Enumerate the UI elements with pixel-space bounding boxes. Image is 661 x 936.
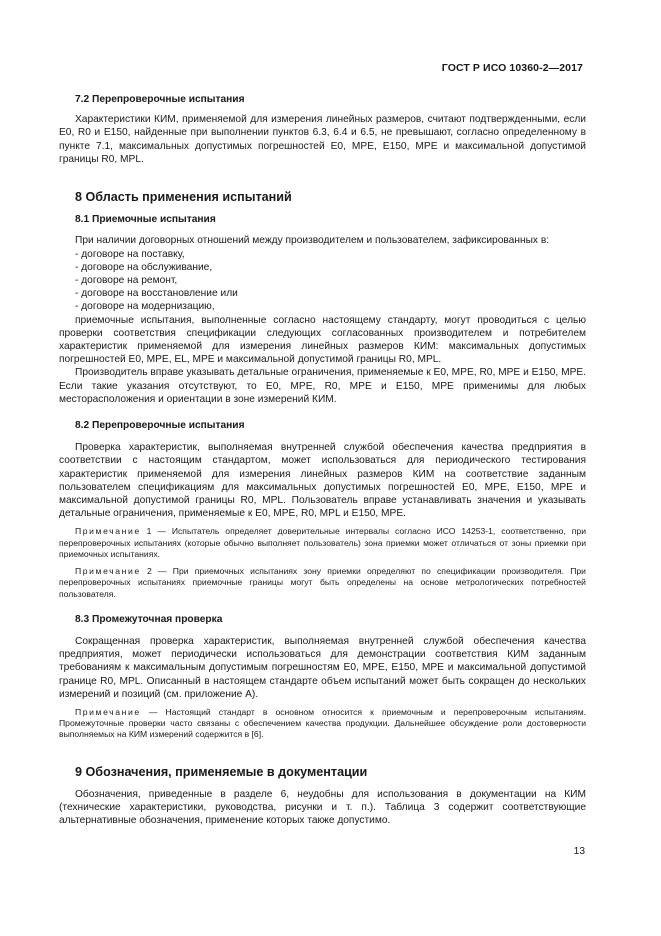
- page-content: [59, 93, 586, 827]
- note-text: — Настоящий стандарт в основном относится к приемочным и перепроверочным испытаниям. Промежуточные проверки часто связаны с обеспечением качества продукции. Дальнейшее обсуждение роли достоверности выполняемых на КИМ измерений содержится в [6].: [59, 706, 586, 740]
- note-2: [59, 566, 586, 600]
- section-8-1-intro: При наличии договорных отношений между производителем и пользователем, зафиксированных в:: [75, 235, 550, 247]
- note-text: 1 — Испытатель определяет доверительные интервалы согласно ИСО 14253-1, соответственно, при перепроверочных испытаниях (которые обычно выполняет пользователь) зона приемки может отличаться от зоны приемки при приемочных испытаниях.: [59, 526, 586, 559]
- section-9-title: 9 Обозначения, применяемые в документации: [75, 764, 368, 779]
- section-8-1-paragraph-3: Производитель вправе указывать детальные ограничения, применяемые к E0, MPE, R0, MPE и E150, MPE. Если такие указания отсутствуют, то E0, MPE, R0, MPE и E150, MPE применимы для любых месторасположения и ориентации в зоне измерений КИМ.: [59, 367, 586, 405]
- section-8-1-title: 8.1 Приемочные испытания: [75, 214, 216, 226]
- section-8-1-paragraph-2: приемочные испытания, выполненные согласно настоящему стандарту, могут проводиться с целью проверки соответствия спецификации следующих согласованных производителем и потребителем характеристик применяемой для измерения линейных размеров КИМ: максимальных допустимых погрешностей E0, MPE, EL, MPE и максимальной допустимой границы R0, MPL.: [59, 314, 586, 366]
- note-label: Примечание: [75, 526, 141, 537]
- list-item: - договоре на обслуживание,: [75, 261, 213, 273]
- section-8-title: 8 Область применения испытаний: [75, 190, 292, 205]
- note-label: Примечание: [75, 566, 141, 577]
- list-item: - договоре на ремонт,: [75, 275, 178, 287]
- section-8-3-paragraph: Сокращенная проверка характеристик, выполняемая внутренней службой обеспечения качества предприятия, может периодически использоваться для демонстрации соответствия КИМ заданным требованиям к максимальным допустимым погрешностям E0, MPE, E150, MPE и максимальной допустимой границе R0, MPL. Описанный в настоящем стандарте объем испытаний может быть сокращен до нескольких измерений и позиций (см. приложение А).: [59, 635, 586, 700]
- section-8-3-title: 8.3 Промежуточная проверка: [75, 613, 223, 625]
- section-8-2-paragraph: Проверка характеристик, выполняемая внутренней службой обеспечения качества предприятия в соответствии с настоящим стандартом, может использоваться для периодического тестирования характеристик применяемой для измерения линейных размеров КИМ на соответствие заданным пользователем спецификациям для максимальных допустимых погрешностей E0, MPE, E150, MPE и максимальной допустимой границы R0, MPL. Пользователь вправе устанавливать значения и указывать детальные ограничения, применяемые к E0, MPE, R0, MPL и E150, MPE.: [59, 442, 586, 520]
- document-header: ГОСТ Р ИСО 10360-2—2017: [441, 62, 583, 74]
- note-1: [59, 526, 586, 560]
- contract-list: [59, 248, 586, 314]
- section-8-2-title: 8.2 Перепроверочные испытания: [75, 420, 245, 432]
- note-3: [59, 707, 586, 741]
- list-item: - договоре на модернизацию,: [75, 301, 215, 313]
- list-item: - договоре на восстановление или: [75, 288, 238, 300]
- list-item: - договоре на поставку,: [75, 248, 185, 260]
- note-label: Примечание: [75, 706, 141, 717]
- section-9-paragraph: Обозначения, приведенные в разделе 6, неудобны для использования в документации на КИМ (технические характеристики, руководства, рисунки и т. п.). Таблица 3 содержит соответствующие альтернативные обозначения, применение которых также допустимо.: [59, 788, 586, 827]
- page-number: 13: [573, 846, 585, 857]
- note-text: 2 — При приемочных испытаниях зону приемки определяют по спецификации производителя. При перепроверочных испытаниях приемочные границы могут быть определены на основе метрологических потребностей пользователя.: [59, 566, 586, 599]
- section-7-2-title: 7.2 Перепроверочные испытания: [75, 94, 245, 105]
- section-7-2-text: Характеристики КИМ, применяемой для измерения линейных размеров, считают подтвержденными, если E0, R0 и E150, найденные при выполнении пунктов 6.3, 6.4 и 6.5, не превышают, согласно определенному в пункте 7.1, максимальных допустимых погрешностей E0, MPE, E150, MPE и максимальной допустимой границы R0, MPL.: [59, 114, 586, 165]
